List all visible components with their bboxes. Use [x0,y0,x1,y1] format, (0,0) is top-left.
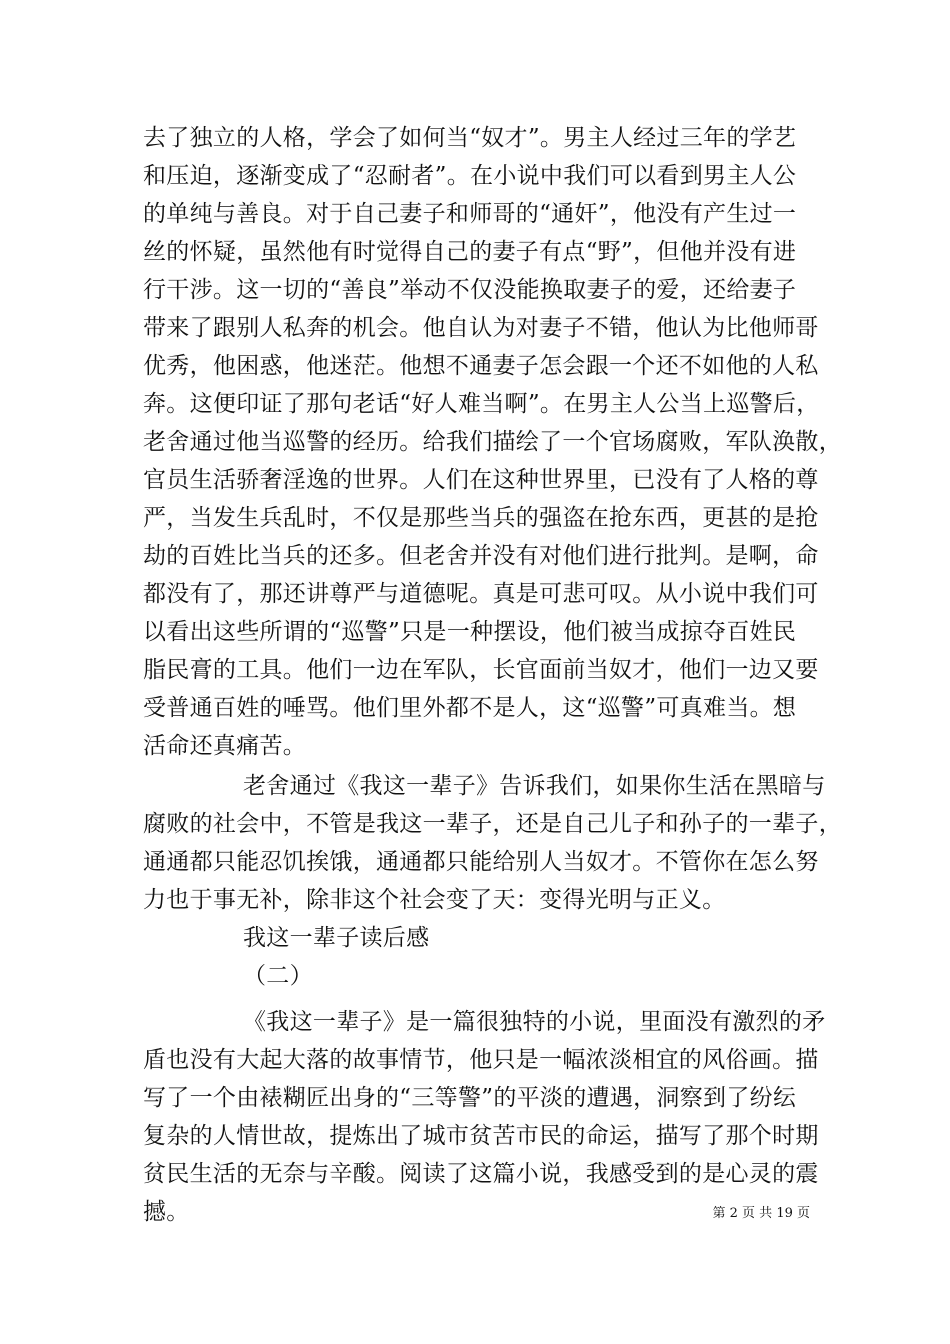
text-line: 优秀，他困惑，他迷茫。他想不通妻子怎会跟一个还不如他的人私 [143,353,819,379]
text-line: 老舍通过《我这一辈子》告诉我们，如果你生活在黑暗与 [243,773,826,799]
text-line: 都没有了，那还讲尊严与道德呢。真是可悲可叹。从小说中我们可 [143,581,819,607]
text-line: 的单纯与善良。对于自己妻子和师哥的“通奸”，他没有产生过一 [143,201,797,227]
text-line: 脂民膏的工具。他们一边在军队，长官面前当奴才，他们一边又要 [143,657,819,683]
text-line: 力也于事无补，除非这个社会变了天：变得光明与正义。 [143,887,726,913]
text-line: 严，当发生兵乱时，不仅是那些当兵的强盗在抢东西，更甚的是抢 [143,505,819,531]
text-line: 和压迫，逐渐变成了“忍耐者”。在小说中我们可以看到男主人公 [143,163,797,189]
text-line: 活命还真痛苦。 [143,733,307,759]
page-footer: 第 2 页 共 19 页 [712,1206,810,1221]
text-line: 《我这一辈子》是一篇很独特的小说，里面没有激烈的矛 [243,1009,826,1035]
text-line: 行干涉。这一切的“善良”举动不仅没能换取妻子的爱，还给妻子 [143,277,797,303]
text-line: 劫的百姓比当兵的还多。但老舍并没有对他们进行批判。是啊，命 [143,543,819,569]
text-line: 撼。 [143,1199,190,1225]
text-line: 写了一个由裱糊匠出身的“三等警”的平淡的遭遇，洞察到了纷纭 [143,1085,797,1111]
text-line: 奔。这便印证了那句老话“好人难当啊”。在男主人公当上巡警后， [143,391,820,417]
text-line: 盾也没有大起大落的故事情节，他只是一幅浓淡相宜的风俗画。描 [143,1047,819,1073]
section-heading: 我这一辈子读后感 [243,925,430,951]
text-line: 老舍通过他当巡警的经历。给我们描绘了一个官场腐败，军队涣散， [143,429,842,455]
text-line: 腐败的社会中，不管是我这一辈子，还是自己儿子和孙子的一辈子， [143,811,842,837]
text-line: 去了独立的人格，学会了如何当“奴才”。男主人经过三年的学艺 [143,125,797,151]
text-line: 贫民生活的无奈与辛酸。阅读了这篇小说，我感受到的是心灵的震 [143,1161,819,1187]
text-line: 复杂的人情世故，提炼出了城市贫苦市民的命运，描写了那个时期 [143,1123,819,1149]
text-line: 官员生活骄奢淫逸的世界。人们在这种世界里，已没有了人格的尊 [143,467,819,493]
text-line: 以看出这些所谓的“巡警”只是一种摆设，他们被当成掠夺百姓民 [143,619,797,645]
text-line: 通通都只能忍饥挨饿，通通都只能给别人当奴才。不管你在怎么努 [143,849,819,875]
text-line: 丝的怀疑，虽然他有时觉得自己的妻子有点“野”，但他并没有进 [143,239,797,265]
text-line: 带来了跟别人私奔的机会。他自认为对妻子不错，他认为比他师哥 [143,315,819,341]
section-subheading: （二） [243,963,313,989]
text-line: 受普通百姓的唾骂。他们里外都不是人，这“巡警”可真难当。想 [143,695,797,721]
